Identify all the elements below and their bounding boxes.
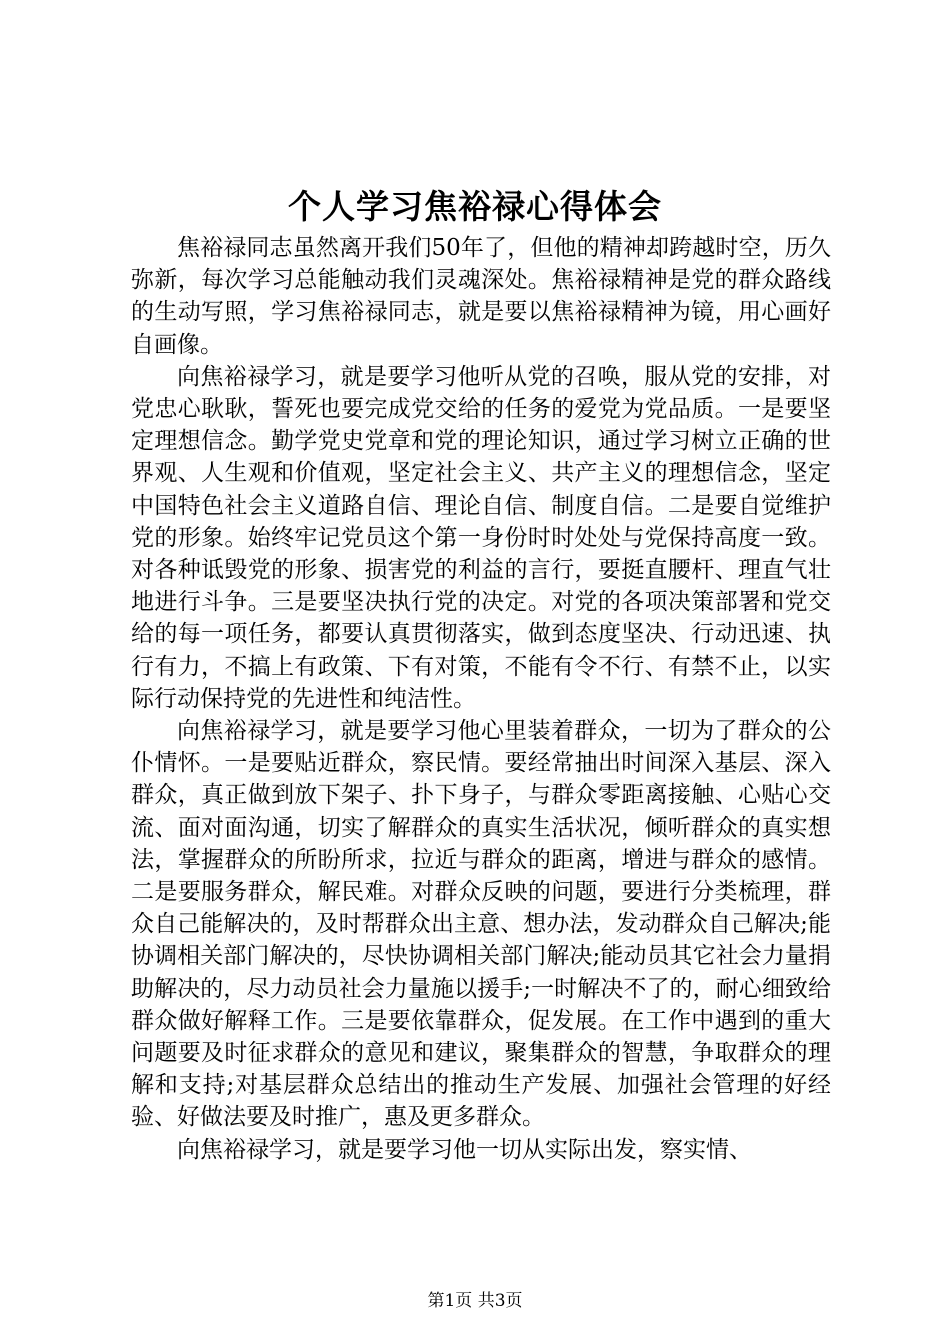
page-number-footer: 第1页 共3页 xyxy=(427,1291,523,1311)
paragraph: 向焦裕禄学习，就是要学习他心里装着群众，一切为了群众的公仆情怀。一是要贴近群众，察民情。要经常抽出时间深入基层、深入群众，真正做到放下架子、扑下身子，与群众零距离接触、心贴心交流、面对面沟通，切实了解群众的真实生活状况，倾听群众的真实想法，掌握群众的所盼所求，拉近与群众的距离，增进与群众的感情。二是要服务群众，解民难。对群众反映的问题，要进行分类梳理，群众自己能解决的，及时帮群众出主意、想办法，发动群众自己解决;能协调相关部门解决的，尽快协调相关部门解决;能动员其它社会力量捐助解决的，尽力动员社会力量施以援手;一时解决不了的，耐心细致给群众做好解释工作。三是要依靠群众，促发展。在工作中遇到的重大问题要及时征求群众的意见和建议，聚集群众的智慧，争取群众的理解和支持;对基层群众总结出的推动生产发展、加强社会管理的好经验、好做法要及时推广，惠及更多群众。 xyxy=(131,718,831,1131)
paragraph: 向焦裕禄学习，就是要学习他听从党的召唤，服从党的安排，对党忠心耿耿，誓死也要完成党交给的任务的爱党为党品质。一是要坚定理想信念。勤学党史党章和党的理论知识，通过学习树立正确的世界观、人生观和价值观，坚定社会主义、共产主义的理想信念，坚定中国特色社会主义道路自信、理论自信、制度自信。二是要自觉维护党的形象。始终牢记党员这个第一身份时时处处与党保持高度一致。对各种诋毁党的形象、损害党的利益的言行，要挺直腰杆、理直气壮地进行斗争。三是要坚决执行党的决定。对党的各项决策部署和党交给的每一项任务，都要认真贯彻落实，做到态度坚决、行动迅速、执行有力，不搞上有政策、下有对策，不能有令不行、有禁不止，以实际行动保持党的先进性和纯洁性。 xyxy=(131,363,831,712)
document-body xyxy=(131,232,831,1166)
paragraph: 焦裕禄同志虽然离开我们50年了，但他的精神却跨越时空，历久弥新，每次学习总能触动我们灵魂深处。焦裕禄精神是党的群众路线的生动写照，学习焦裕禄同志，就是要以焦裕禄精神为镜，用心画好自画像。 xyxy=(131,235,831,358)
paragraph: 向焦裕禄学习，就是要学习他一切从实际出发，察实情、 xyxy=(177,1136,752,1163)
document-title: 个人学习焦裕禄心得体会 xyxy=(288,187,662,226)
